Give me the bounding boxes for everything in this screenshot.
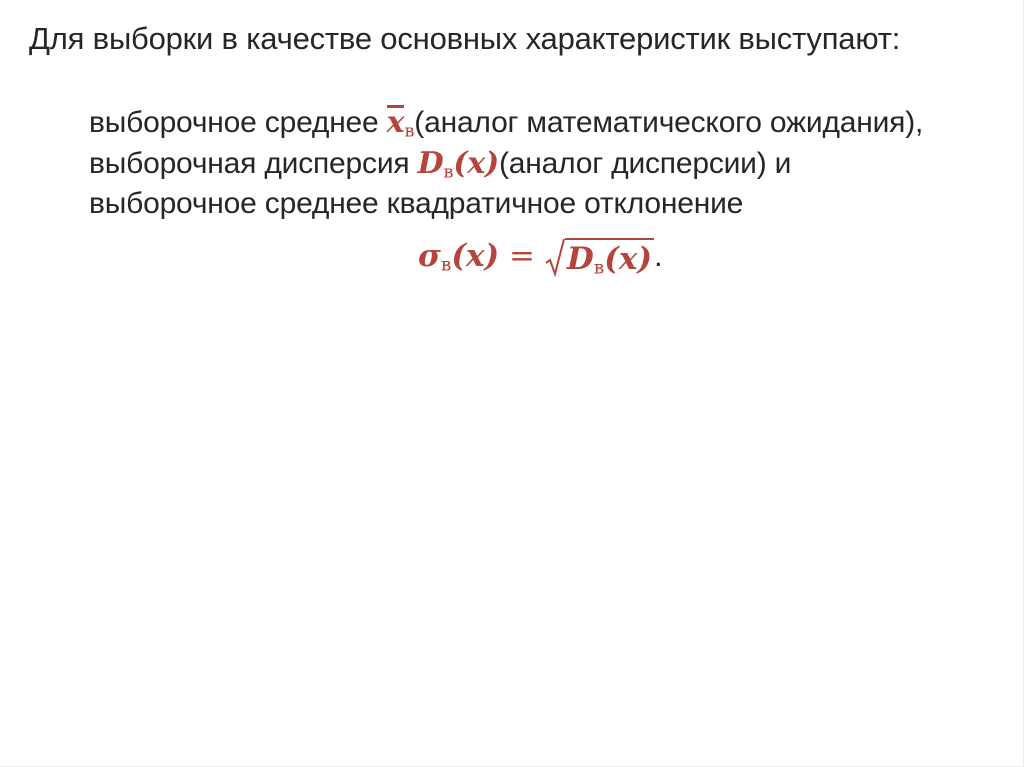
sample-variance-symbol (418, 146, 499, 181)
mean-subscript: в (404, 120, 415, 142)
sample-mean-symbol (387, 105, 415, 140)
radicand-d-symbol: D (566, 240, 594, 277)
sample-variance-line (89, 145, 791, 183)
variance-subscript: в (443, 161, 454, 183)
sigma-symbol: σ (418, 238, 441, 274)
radicand (565, 238, 654, 278)
formula-period: . (654, 238, 663, 273)
radical-sign-icon (545, 238, 565, 278)
square-root (545, 238, 654, 278)
sample-mean-label: выборочное среднее (89, 106, 387, 139)
mean-x-symbol: x (386, 105, 405, 140)
radicand-subscript: в (593, 257, 605, 279)
sigma-term (418, 238, 499, 274)
sigma-subscript: в (440, 254, 452, 276)
sample-variance-label: выборочная дисперсия (89, 147, 418, 180)
sample-mean-note: (аналог математического ожидания), (414, 106, 924, 139)
slide-heading: Для выборки в качестве основных характеристик выступают: (29, 21, 901, 56)
sample-mean-line (89, 104, 923, 142)
sample-variance-note: (аналог дисперсии) и (499, 147, 792, 180)
equals-sign: = (499, 238, 545, 274)
radicand-argument: (x) (604, 240, 653, 277)
variance-argument: (x) (453, 146, 500, 181)
std-deviation-formula (418, 236, 663, 278)
sigma-argument: (x) (451, 238, 500, 274)
std-deviation-line: выборочное среднее квадратичное отклонение (89, 187, 744, 220)
variance-d-symbol: D (417, 146, 444, 181)
